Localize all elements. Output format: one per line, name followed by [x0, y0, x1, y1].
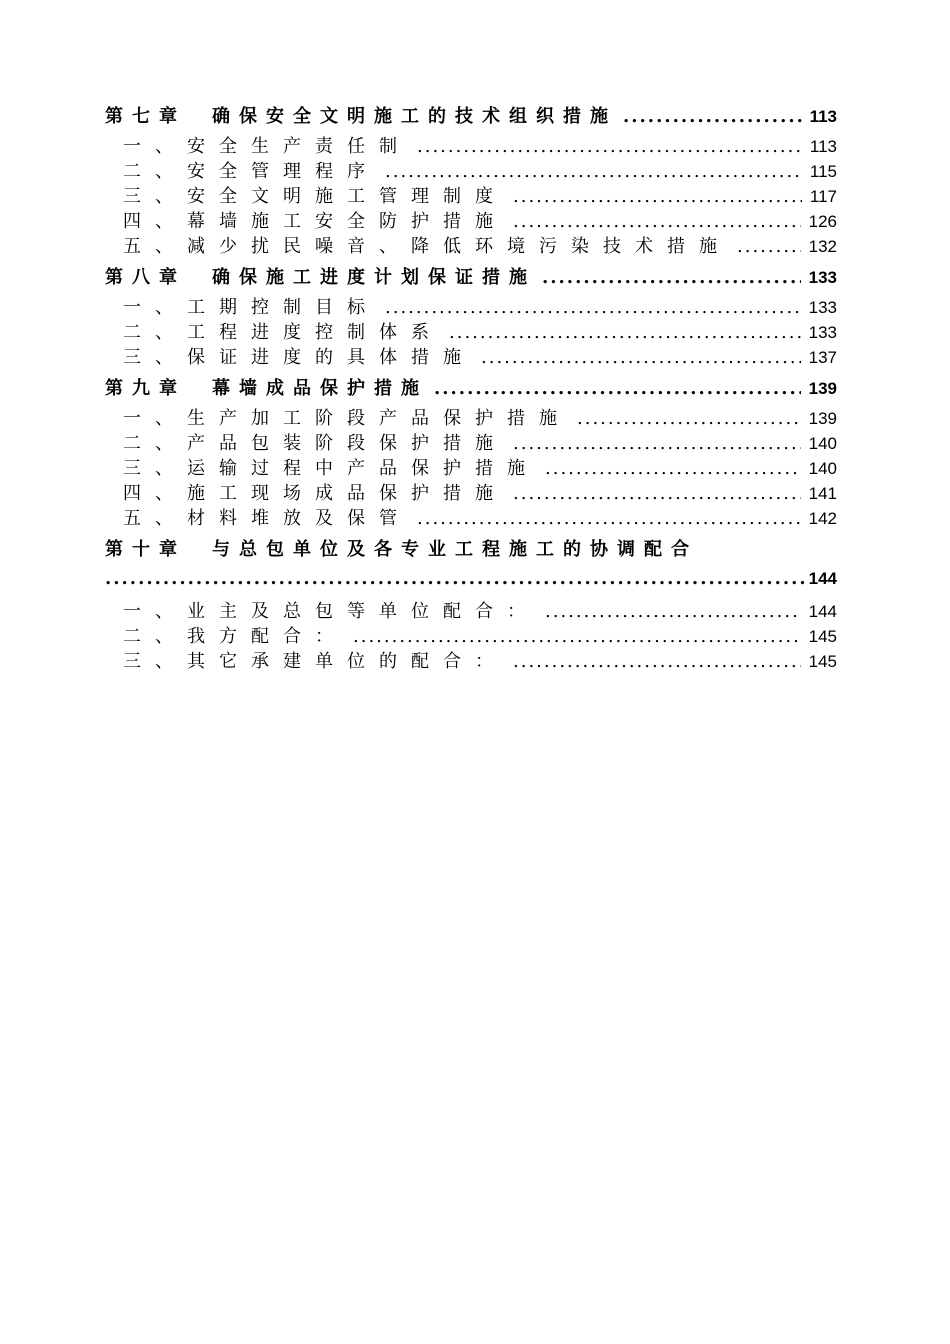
- section-title: 四、幕墙施工安全防护措施: [123, 211, 507, 232]
- section-title: 一、安全生产责任制: [123, 136, 411, 157]
- section-title: 五、材料堆放及保管: [123, 508, 411, 529]
- dot-leader: [577, 406, 801, 431]
- toc-chapter-entry[interactable]: [105, 100, 837, 134]
- toc-group-ch7: [105, 100, 837, 259]
- toc-chapter-entry[interactable]: [105, 261, 837, 295]
- toc-section-entry[interactable]: [105, 295, 837, 320]
- dot-leader: [513, 431, 801, 456]
- chapter-number: 第九章: [105, 378, 186, 399]
- section-title: 五、减少扰民噪音、降低环境污染技术措施: [123, 236, 731, 257]
- dot-leader: [513, 209, 801, 234]
- page-number: 115: [809, 162, 837, 181]
- toc-section-entry[interactable]: [105, 320, 837, 345]
- dot-leader: [737, 234, 801, 259]
- chapter-number: 第十章: [105, 539, 186, 560]
- toc-chapter-leader-line[interactable]: [105, 567, 837, 591]
- toc-section-entry[interactable]: [105, 481, 837, 506]
- spacer: [105, 591, 837, 599]
- page-number: 145: [808, 627, 837, 646]
- toc-section-entry[interactable]: [105, 599, 837, 624]
- dot-leader: [417, 134, 802, 159]
- toc-section-entry[interactable]: [105, 134, 837, 159]
- toc-group-ch10: [105, 533, 837, 674]
- page-number: 137: [808, 348, 837, 367]
- page-number: 141: [808, 484, 837, 503]
- dot-leader: [417, 506, 801, 531]
- page-number: 133: [808, 323, 837, 342]
- toc-section-entry[interactable]: [105, 159, 837, 184]
- page-number: 144: [808, 602, 837, 621]
- toc-chapter-entry[interactable]: [105, 533, 837, 567]
- dot-leader: [449, 320, 801, 345]
- dot-leader: [481, 345, 801, 370]
- toc-section-entry[interactable]: [105, 456, 837, 481]
- chapter-number: 第八章: [105, 267, 186, 288]
- chapter-title: 确保安全文明施工的技术组织措施: [212, 106, 617, 127]
- section-title: 二、产品包装阶段保护措施: [123, 433, 507, 454]
- section-title: 二、我方配合：: [123, 626, 347, 647]
- chapter-number: 第七章: [105, 106, 186, 127]
- table-of-contents: [105, 100, 837, 676]
- section-title: 二、工程进度控制体系: [123, 322, 443, 343]
- page-number: 113: [809, 137, 837, 156]
- dot-leader: [542, 261, 801, 295]
- page-number: 144: [808, 569, 837, 588]
- section-title: 三、保证进度的具体措施: [123, 347, 475, 368]
- toc-section-entry[interactable]: [105, 209, 837, 234]
- page-number: 145: [808, 652, 837, 671]
- dot-leader: [545, 599, 801, 624]
- toc-group-ch8: [105, 261, 837, 370]
- dot-leader: [623, 100, 802, 134]
- chapter-title: 幕墙成品保护措施: [212, 378, 428, 399]
- toc-section-entry[interactable]: [105, 624, 837, 649]
- page-number: 117: [809, 187, 837, 206]
- chapter-title: 确保施工进度计划保证措施: [212, 267, 536, 288]
- dot-leader: [513, 481, 801, 506]
- section-title: 四、施工现场成品保护措施: [123, 483, 507, 504]
- toc-section-entry[interactable]: [105, 406, 837, 431]
- page-number: 139: [808, 379, 837, 398]
- section-title: 三、其它承建单位的配合：: [123, 651, 507, 672]
- dot-leader: [385, 295, 801, 320]
- toc-section-entry[interactable]: [105, 506, 837, 531]
- dot-leader: [434, 372, 801, 406]
- section-title: 一、业主及总包等单位配合：: [123, 601, 539, 622]
- page-number: 140: [808, 459, 837, 478]
- page-number: 132: [808, 237, 837, 256]
- page-number: 133: [808, 298, 837, 317]
- page-number: 142: [808, 509, 837, 528]
- dot-leader: [353, 624, 801, 649]
- dot-leader: [545, 456, 801, 481]
- toc-section-entry[interactable]: [105, 184, 837, 209]
- page-number: 126: [808, 212, 837, 231]
- dot-leader: [385, 159, 802, 184]
- toc-section-entry[interactable]: [105, 234, 837, 259]
- section-title: 三、运输过程中产品保护措施: [123, 458, 539, 479]
- toc-section-entry[interactable]: [105, 649, 837, 674]
- dot-leader: [513, 649, 801, 674]
- page-number: 133: [808, 268, 837, 287]
- section-title: 三、安全文明施工管理制度: [123, 186, 507, 207]
- dot-leader: [105, 567, 807, 591]
- page-number: 140: [808, 434, 837, 453]
- toc-section-entry[interactable]: [105, 345, 837, 370]
- page-number: 139: [808, 409, 837, 428]
- section-title: 一、生产加工阶段产品保护措施: [123, 408, 571, 429]
- page-number: 113: [809, 107, 837, 126]
- toc-group-ch9: [105, 372, 837, 531]
- toc-section-entry[interactable]: [105, 431, 837, 456]
- section-title: 一、工期控制目标: [123, 297, 379, 318]
- dot-leader: [513, 184, 802, 209]
- chapter-title: 与总包单位及各专业工程施工的协调配合: [212, 539, 698, 560]
- section-title: 二、安全管理程序: [123, 161, 379, 182]
- toc-chapter-entry[interactable]: [105, 372, 837, 406]
